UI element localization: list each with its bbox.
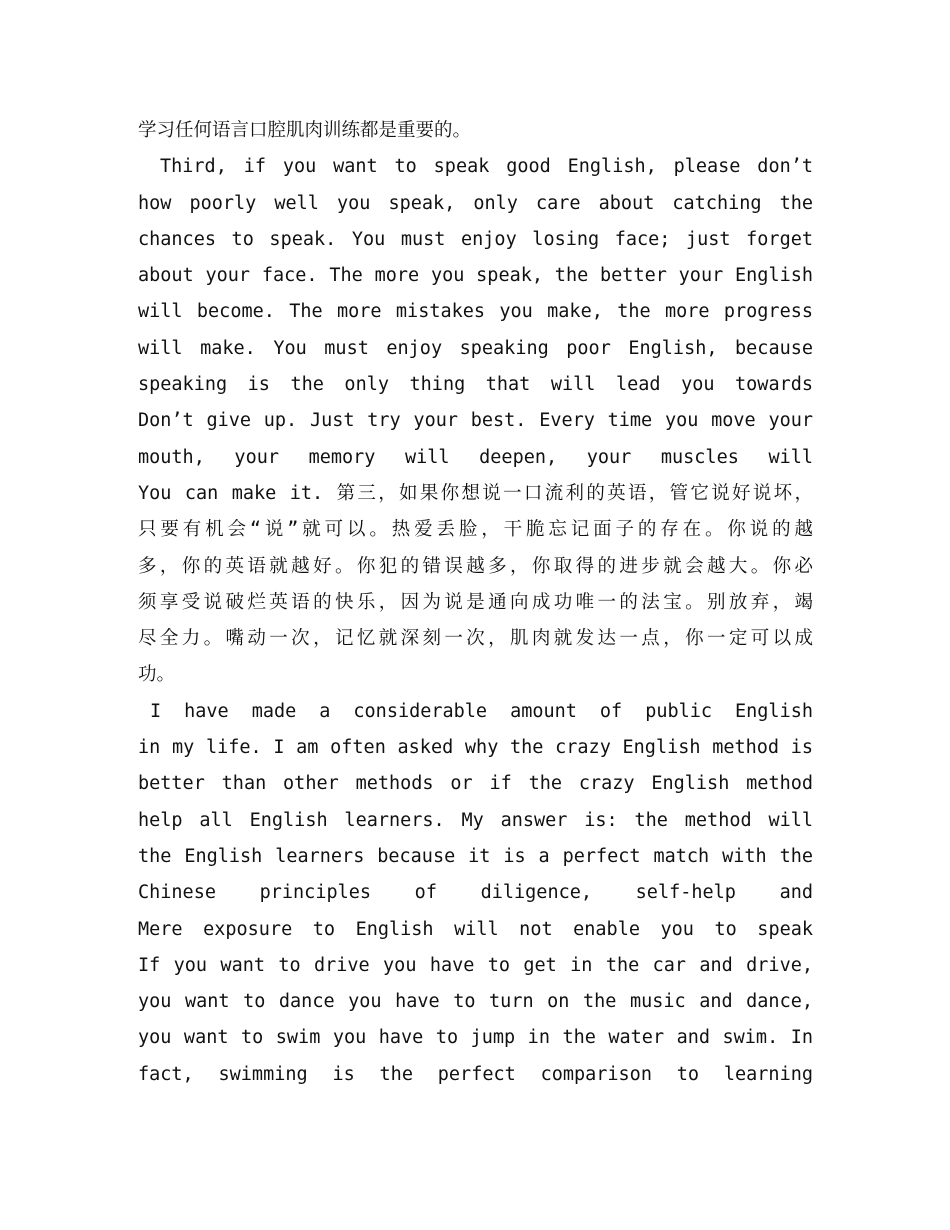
text-line: 须享受说破烂英语的快乐，因为说是通向成功唯一的法宝。别放弃，竭 <box>138 591 813 613</box>
text-line: You can make it. 第三，如果你想说一口流利的英语，管它说好说坏， <box>138 482 813 504</box>
text-line: better than other methods or if the crazy English method <box>138 773 813 795</box>
text-line: Chinese principles of diligence, self-help and <box>138 882 813 904</box>
text-line: fact, swimming is the perfect comparison to learning <box>138 1063 813 1085</box>
text-line: will make. You must enjoy speaking poor English, because <box>138 337 813 359</box>
text-line: the English learners because it is a perfect match with the <box>138 845 813 867</box>
text-line: 功。 <box>138 664 176 686</box>
text-line: how poorly well you speak, only care about catching the <box>138 192 813 214</box>
text-line: 尽全力。嘴动一次，记忆就深刻一次，肌肉就发达一点，你一定可以成 <box>138 628 813 650</box>
text-line: Mere exposure to English will not enable you to speak <box>138 918 813 940</box>
text-line: 只要有机会“说”就可以。热爱丢脸，干脆忘记面子的存在。你说的越 <box>138 519 813 541</box>
text-line: Don’t give up. Just try your best. Every time you move your <box>138 410 813 432</box>
body-text <box>138 113 813 1093</box>
text-line: chances to speak. You must enjoy losing face; just forget <box>138 228 813 250</box>
text-line: you want to dance you have to turn on the music and dance, <box>138 991 813 1013</box>
text-line: help all English learners. My answer is: the method will <box>138 809 813 831</box>
text-line: I have made a considerable amount of public English <box>150 700 813 722</box>
text-line: mouth, your memory will deepen, your muscles will <box>138 446 813 468</box>
text-line: Third, if you want to speak good English, please don’t <box>160 156 813 178</box>
text-line: 多，你的英语就越好。你犯的错误越多，你取得的进步就会越大。你必 <box>138 555 813 577</box>
text-line: about your face. The more you speak, the better your English <box>138 265 813 287</box>
text-line: 学习任何语言口腔肌肉训练都是重要的。 <box>138 120 472 141</box>
text-line: If you want to drive you have to get in the car and drive, <box>138 954 813 976</box>
text-line: will become. The more mistakes you make, the more progress <box>138 301 813 323</box>
text-line: speaking is the only thing that will lead you towards <box>138 374 813 396</box>
text-line: you want to swim you have to jump in the water and swim. In <box>138 1027 813 1049</box>
text-line: in my life. I am often asked why the crazy English method is <box>138 737 813 759</box>
